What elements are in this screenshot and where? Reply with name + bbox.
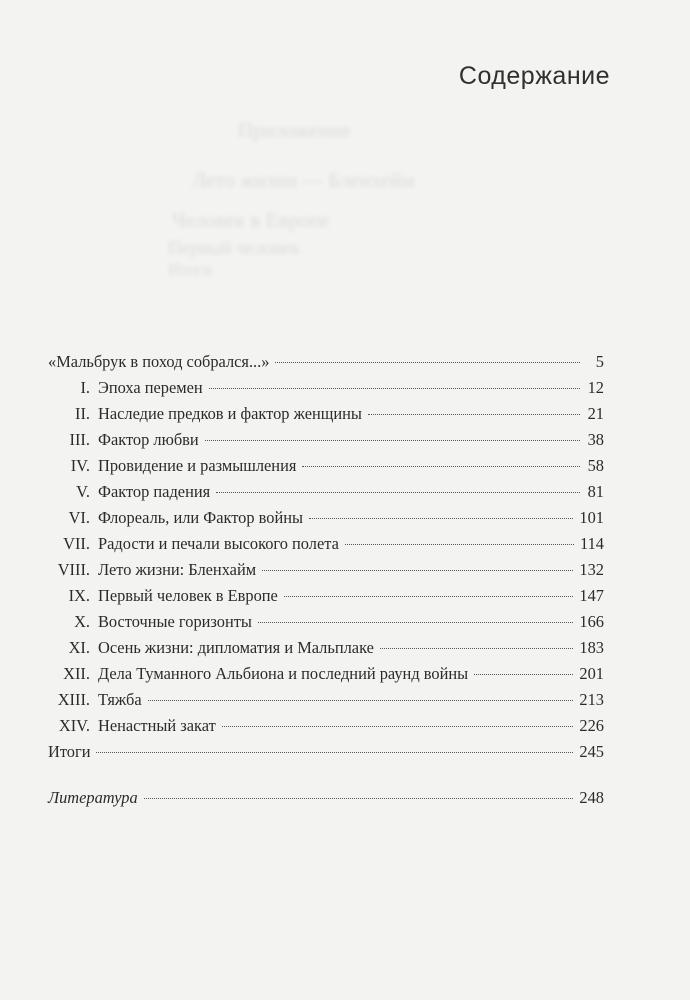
toc-entry-label: Эпоха перемен	[98, 378, 203, 397]
toc-entry[interactable]	[48, 430, 604, 456]
toc-entry[interactable]	[48, 378, 604, 404]
toc-entry-label: Флореаль, или Фактор войны	[98, 508, 304, 527]
toc-entry-page: 245	[579, 742, 604, 761]
toc-entry-label: Осень жизни: дипломатия и Мальплаке	[98, 638, 374, 657]
toc-entry-page: 201	[579, 664, 604, 683]
toc-entry[interactable]	[48, 716, 604, 742]
toc-entry-label: Фактор любви	[98, 430, 199, 449]
bleed-through-text	[168, 112, 488, 279]
toc-entry-page: 81	[587, 482, 604, 501]
toc-entry-label: Наследие предков и фактор женщины	[98, 404, 362, 423]
toc-entry[interactable]	[48, 638, 604, 664]
dot-leader	[148, 700, 574, 701]
bleed-line: Человек в Европе	[172, 208, 330, 232]
table-of-contents	[48, 352, 604, 814]
chapter-number: VIII.	[57, 560, 90, 579]
toc-entry[interactable]	[48, 352, 604, 378]
dot-leader	[144, 798, 574, 799]
toc-entry-label: Ненастный закат	[98, 716, 216, 735]
toc-entry-label: Провидение и размышления	[98, 456, 297, 475]
page-title: Содержание	[458, 62, 610, 90]
dot-leader	[368, 414, 580, 415]
chapter-number: I.	[80, 378, 90, 397]
toc-entry-label: Тяжба	[98, 690, 142, 709]
chapter-number: X.	[74, 612, 90, 631]
dot-leader	[284, 596, 574, 597]
toc-entry-page: 5	[595, 352, 604, 371]
toc-entry-page: 248	[579, 788, 604, 807]
chapter-number: IV.	[70, 456, 90, 475]
toc-entry-label: Лето жизни: Бленхайм	[98, 560, 257, 579]
chapter-number: XII.	[63, 664, 90, 683]
chapter-number: XIV.	[58, 716, 90, 735]
dot-leader	[302, 466, 580, 467]
toc-entry[interactable]	[48, 404, 604, 430]
chapter-number: III.	[69, 430, 90, 449]
toc-entry-page: 58	[587, 456, 604, 475]
toc-entry-label: Восточные горизонты	[98, 612, 252, 631]
toc-entry-page: 114	[580, 534, 604, 553]
toc-entry-label: Фактор падения	[98, 482, 211, 501]
toc-entry-label: «Мальбрук в поход собрался...»	[48, 352, 270, 371]
toc-entry[interactable]	[48, 534, 604, 560]
toc-entry-label: Дела Туманного Альбиона и последний раунд войны	[98, 664, 469, 683]
dot-leader	[96, 752, 573, 753]
chapter-number: XI.	[68, 638, 90, 657]
toc-entry-page: 226	[579, 716, 604, 735]
bleed-line: Первый человек	[168, 238, 300, 259]
chapter-number: II.	[74, 404, 90, 423]
toc-entry[interactable]	[48, 560, 604, 586]
toc-entry-page: 183	[579, 638, 604, 657]
dot-leader	[258, 622, 573, 623]
bleed-line: Лето жизни — Бленхейм	[192, 168, 415, 192]
toc-entry-page: 147	[579, 586, 604, 605]
toc-entry[interactable]	[48, 690, 604, 716]
toc-entry-page: 166	[579, 612, 604, 631]
dot-leader	[205, 440, 580, 441]
chapter-number: VI.	[68, 508, 90, 527]
dot-leader	[222, 726, 574, 727]
toc-entry-page: 213	[579, 690, 604, 709]
chapter-number: XIII.	[57, 690, 90, 709]
dot-leader	[380, 648, 574, 649]
toc-entry-label: Радости и печали высокого полета	[98, 534, 339, 553]
chapter-number: IX.	[68, 586, 90, 605]
toc-entry[interactable]	[48, 456, 604, 482]
dot-leader	[309, 518, 573, 519]
toc-entry[interactable]	[48, 482, 604, 508]
toc-entry-page: 38	[587, 430, 604, 449]
dot-leader	[209, 388, 580, 389]
toc-entry[interactable]	[48, 742, 604, 768]
dot-leader	[262, 570, 573, 571]
dot-leader	[216, 492, 580, 493]
toc-entry[interactable]	[48, 586, 604, 612]
dot-leader	[345, 544, 574, 545]
dot-leader	[474, 674, 573, 675]
toc-entry-page: 132	[579, 560, 604, 579]
toc-entry[interactable]	[48, 664, 604, 690]
toc-entry-label: Литература	[48, 788, 138, 807]
bleed-line: Приложение	[238, 118, 351, 142]
toc-entry-page: 101	[579, 508, 604, 527]
toc-entry[interactable]	[48, 508, 604, 534]
dot-leader	[275, 362, 580, 363]
toc-entry-page: 12	[587, 378, 604, 397]
toc-entry-label: Первый человек в Европе	[98, 586, 278, 605]
toc-entry-page: 21	[587, 404, 604, 423]
toc-entry[interactable]	[48, 612, 604, 638]
toc-entry-literature[interactable]	[48, 788, 604, 814]
bleed-line: Итоги	[168, 260, 213, 279]
chapter-number: VII.	[63, 534, 90, 553]
toc-entry-label: Итоги	[48, 742, 91, 761]
chapter-number: V.	[76, 482, 90, 501]
